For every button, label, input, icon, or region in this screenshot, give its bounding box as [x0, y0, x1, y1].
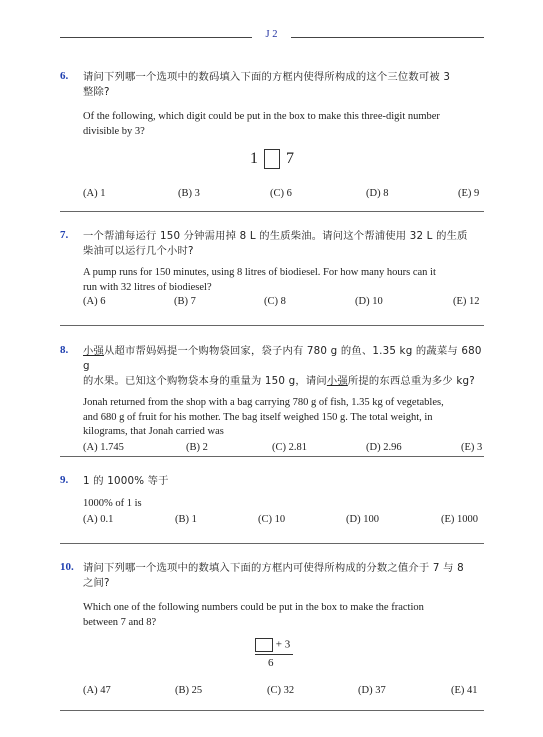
question-text-en: Of the following, which digit could be put in the box to make this three-digit number divisible by 3?: [83, 111, 440, 137]
option-b[interactable]: (B) 2: [186, 441, 208, 453]
question-9: [60, 474, 484, 529]
answer-options: [83, 188, 484, 203]
answer-options: [83, 296, 484, 311]
option-a[interactable]: (A) 1: [83, 188, 106, 199]
question-8: [60, 344, 484, 457]
option-e[interactable]: (E) 3: [461, 441, 483, 453]
option-a[interactable]: (A) 47: [83, 685, 111, 696]
fraction-bar: [255, 654, 293, 655]
fraction-numerator: + 3: [255, 638, 290, 652]
option-d[interactable]: (D) 8: [366, 188, 389, 199]
question-number: 7.: [60, 229, 69, 241]
option-c[interactable]: (C) 32: [267, 685, 295, 696]
answer-options: [83, 685, 484, 700]
fraction-figure: [60, 636, 484, 678]
question-number: 8.: [60, 344, 69, 356]
option-e[interactable]: (E) 9: [458, 188, 480, 199]
fraction-denominator: 6: [268, 657, 274, 669]
question-number: 6.: [60, 70, 69, 82]
question-divider: [60, 325, 484, 326]
digit-right: 7: [286, 150, 294, 167]
option-d[interactable]: (D) 10: [355, 296, 383, 307]
option-b[interactable]: (B) 7: [174, 296, 196, 307]
name-underlined: 小强: [83, 345, 104, 357]
question-text-en: 1000% of 1 is: [83, 498, 142, 509]
answer-options: [83, 514, 484, 529]
option-c[interactable]: (C) 2.81: [272, 441, 307, 453]
option-c[interactable]: (C) 10: [258, 513, 286, 525]
digit-left: 1: [250, 150, 258, 167]
blank-box: [264, 149, 280, 169]
three-digit-figure: [60, 147, 484, 177]
question-text-en: Which one of the following numbers could be put in the box to make the fraction between 7 and 8?: [83, 602, 424, 628]
blank-box: [255, 638, 273, 652]
option-e[interactable]: (E) 12: [453, 296, 480, 307]
answer-options: [83, 442, 484, 457]
page-label: J 2: [265, 29, 278, 40]
option-a[interactable]: (A) 6: [83, 296, 106, 307]
question-number: 10.: [60, 561, 74, 573]
option-b[interactable]: (B) 1: [175, 513, 197, 525]
question-text-en: Jonah returned from the shop with a bag carrying 780 g of fish, 1.35 kg of vegetables, and 680 g of fruit for his mother. The bag itself weighed 150 g. The total weight, in kilograms, that Jonah carried was: [83, 397, 444, 437]
question-text-zh: 小强从超市帮妈妈提一个购物袋回家，袋子内有 780 g 的鱼、1.35 kg 的蔬菜与 680 g 的水果。已知这个购物袋本身的重量为 150 g，请问小强所提的东西总重为多少 kg?: [83, 345, 482, 387]
option-b[interactable]: (B) 3: [178, 188, 200, 199]
option-a[interactable]: (A) 0.1: [83, 513, 114, 525]
question-text-zh: 1 的 1000% 等于: [83, 475, 169, 487]
name-underlined: 小强: [326, 375, 348, 387]
option-d[interactable]: (D) 37: [358, 685, 386, 696]
option-e[interactable]: (E) 41: [451, 685, 478, 696]
option-a[interactable]: (A) 1.745: [83, 441, 124, 453]
question-text-en: A pump runs for 150 minutes, using 8 litres of biodiesel. For how many hours can it run with 32 litres of biodiesel?: [83, 267, 436, 293]
option-e[interactable]: (E) 1000: [441, 513, 479, 525]
question-text-zh: 请问下列哪一个选项中的数填入下面的方框内可使得所构成的分数之值介于 7 与 8 之间?: [83, 562, 464, 589]
question-text-zh: 一个帮浦每运行 150 分钟需用掉 8 L 的生质柴油。请问这个帮浦使用 32 L 的生质 柴油可以运行几个小时?: [83, 230, 468, 257]
option-b[interactable]: (B) 25: [175, 685, 203, 696]
question-7: [60, 229, 484, 311]
question-divider: [60, 456, 484, 457]
header-rule-right: [291, 37, 484, 38]
option-c[interactable]: (C) 6: [270, 188, 292, 199]
option-d[interactable]: (D) 100: [346, 513, 379, 525]
question-6: [60, 70, 484, 203]
question-divider: [60, 543, 484, 544]
question-number: 9.: [60, 474, 69, 486]
question-text-zh: 请问下列哪一个选项中的数码填入下面的方框内使得所构成的这个三位数可被 3 整除?: [83, 71, 451, 98]
question-divider: [60, 211, 484, 212]
question-10: [60, 561, 484, 700]
option-c[interactable]: (C) 8: [264, 296, 286, 307]
option-d[interactable]: (D) 2.96: [366, 441, 402, 453]
question-divider: [60, 710, 484, 711]
